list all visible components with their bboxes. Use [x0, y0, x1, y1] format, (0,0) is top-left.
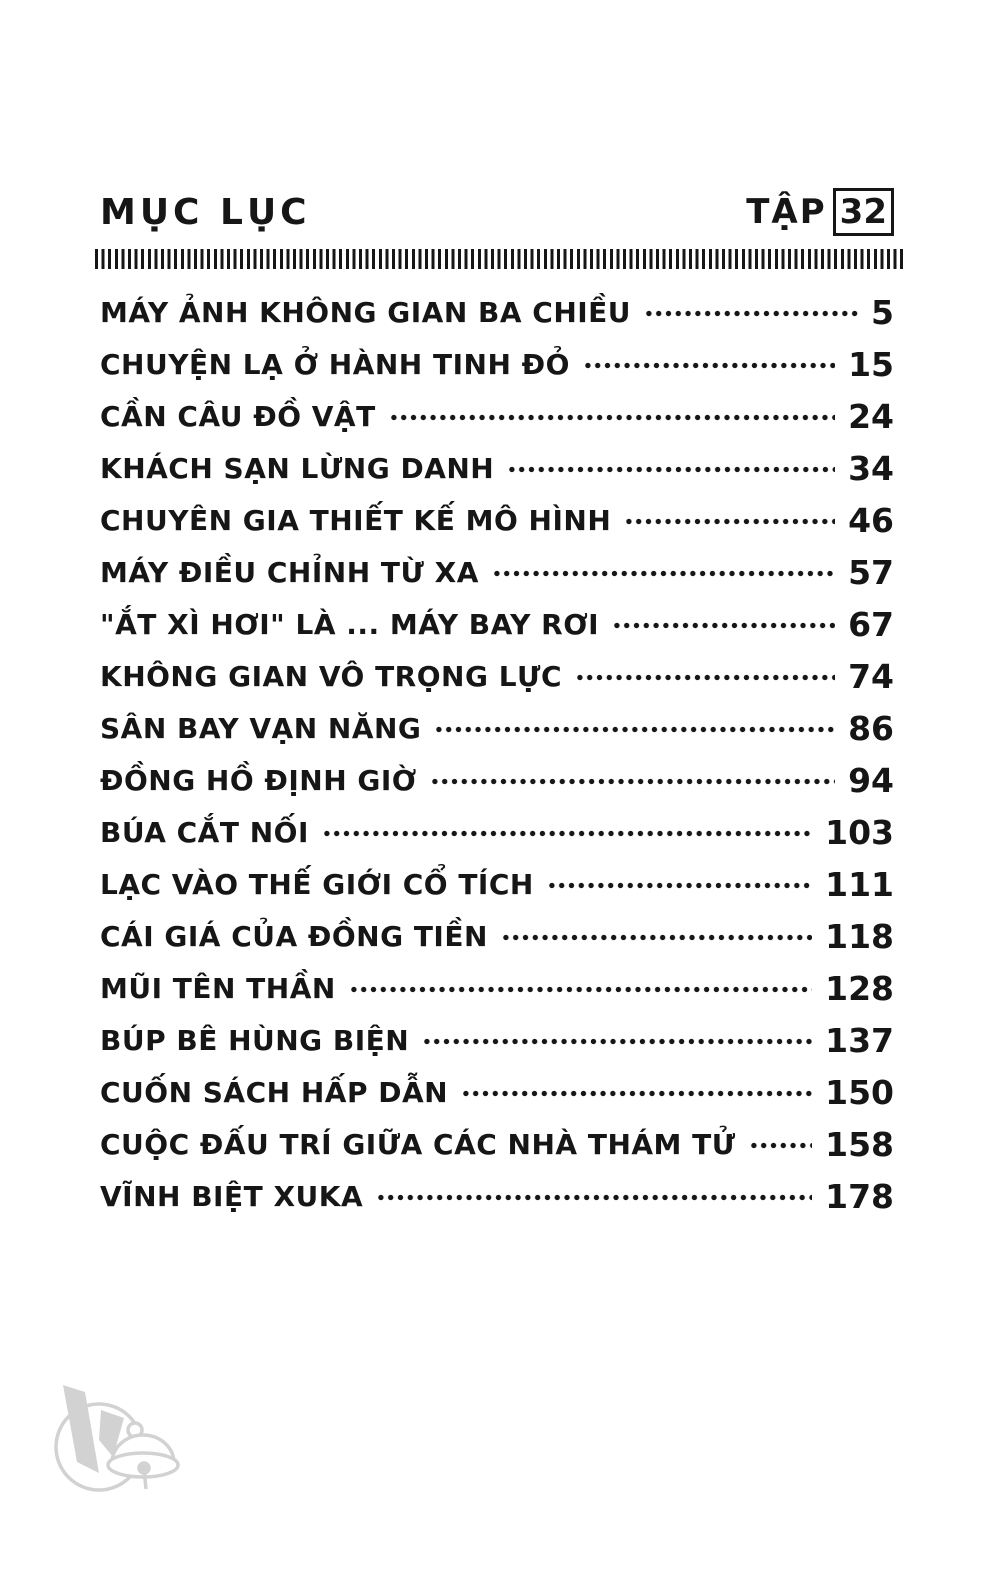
toc-item-page: 150: [825, 1072, 894, 1112]
toc-item-page: 34: [848, 448, 894, 488]
toc-item-title: CUỘC ĐẤU TRÍ GIỮA CÁC NHÀ THÁM TỬ: [100, 1127, 736, 1161]
dotted-leader: [376, 1194, 812, 1201]
toc-item-title: "ẮT XÌ HƠI" LÀ ... MÁY BAY RƠI: [100, 607, 600, 641]
toc-row: [100, 1170, 894, 1222]
toc-item-page: 5: [871, 292, 894, 332]
toc-item-title: CÁI GIÁ CỦA ĐỒNG TIỀN: [100, 919, 488, 953]
toc-row: [100, 650, 894, 702]
page-content: [100, 188, 894, 1222]
toc-row: [100, 910, 894, 962]
dotted-leader: [583, 362, 835, 369]
dotted-leader: [612, 622, 835, 629]
toc-item-page: 94: [848, 760, 894, 800]
dotted-leader: [322, 830, 812, 837]
publisher-logo: [45, 1373, 205, 1513]
toc-item-title: CHUYỆN LẠ Ở HÀNH TINH ĐỎ: [100, 347, 570, 381]
toc-row: [100, 546, 894, 598]
toc-item-page: 103: [825, 812, 894, 852]
toc-row: [100, 494, 894, 546]
header: [100, 188, 894, 236]
toc-item-title: ĐỒNG HỒ ĐỊNH GIỜ: [100, 763, 417, 797]
toc-row: [100, 338, 894, 390]
toc-item-page: 178: [825, 1176, 894, 1216]
dotted-leader: [461, 1090, 812, 1097]
toc-row: [100, 442, 894, 494]
volume-indicator: [746, 188, 894, 236]
volume-label: TẬP: [746, 192, 827, 232]
toc-list: [100, 286, 894, 1222]
toc-row: [100, 598, 894, 650]
toc-item-title: KHÁCH SẠN LỪNG DANH: [100, 451, 495, 485]
toc-row: [100, 390, 894, 442]
dotted-leader: [434, 726, 835, 733]
toc-item-page: 158: [825, 1124, 894, 1164]
toc-item-page: 67: [848, 604, 894, 644]
toc-item-title: KHÔNG GIAN VÔ TRỌNG LỰC: [100, 659, 562, 693]
dotted-leader: [547, 882, 812, 889]
toc-item-title: BÚA CẮT NỐI: [100, 815, 309, 849]
toc-item-page: 74: [848, 656, 894, 696]
toc-row: [100, 1118, 894, 1170]
toc-item-page: 118: [825, 916, 894, 956]
toc-item-page: 128: [825, 968, 894, 1008]
toc-item-title: VĨNH BIỆT XUKA: [100, 1179, 364, 1213]
toc-item-page: 137: [825, 1020, 894, 1060]
toc-item-title: BÚP BÊ HÙNG BIỆN: [100, 1023, 410, 1057]
toc-item-page: 24: [848, 396, 894, 436]
toc-row: [100, 962, 894, 1014]
dotted-leader: [492, 570, 835, 577]
toc-item-title: MÁY ĐIỀU CHỈNH TỪ XA: [100, 555, 479, 589]
volume-number-box: 32: [833, 188, 894, 236]
page-title: MỤC LỤC: [100, 191, 311, 233]
dotted-leader: [644, 310, 858, 317]
toc-item-title: MÁY ẢNH KHÔNG GIAN BA CHIỀU: [100, 295, 632, 329]
dotted-leader: [624, 518, 835, 525]
toc-item-page: 111: [825, 864, 894, 904]
dotted-leader: [507, 466, 835, 473]
toc-item-page: 86: [848, 708, 894, 748]
dotted-leader: [575, 674, 835, 681]
toc-item-title: CHUYÊN GIA THIẾT KẾ MÔ HÌNH: [100, 503, 612, 537]
dotted-leader: [430, 778, 835, 785]
stripe-divider: [95, 249, 904, 269]
dotted-leader: [349, 986, 812, 993]
toc-item-title: CUỐN SÁCH HẤP DẪN: [100, 1075, 449, 1109]
toc-item-page: 46: [848, 500, 894, 540]
dotted-leader: [749, 1142, 812, 1149]
dotted-leader: [501, 934, 812, 941]
toc-row: [100, 286, 894, 338]
toc-item-title: SÂN BAY VẠN NĂNG: [100, 711, 422, 745]
toc-row: [100, 754, 894, 806]
toc-item-page: 57: [848, 552, 894, 592]
toc-item-title: LẠC VÀO THẾ GIỚI CỔ TÍCH: [100, 867, 534, 901]
dotted-leader: [389, 414, 835, 421]
toc-row: [100, 1066, 894, 1118]
toc-item-page: 15: [848, 344, 894, 384]
dotted-leader: [422, 1038, 812, 1045]
toc-row: [100, 858, 894, 910]
toc-row: [100, 1014, 894, 1066]
toc-item-title: MŨI TÊN THẦN: [100, 971, 336, 1005]
toc-row: [100, 702, 894, 754]
toc-row: [100, 806, 894, 858]
toc-item-title: CẦN CÂU ĐỒ VẬT: [100, 399, 376, 433]
